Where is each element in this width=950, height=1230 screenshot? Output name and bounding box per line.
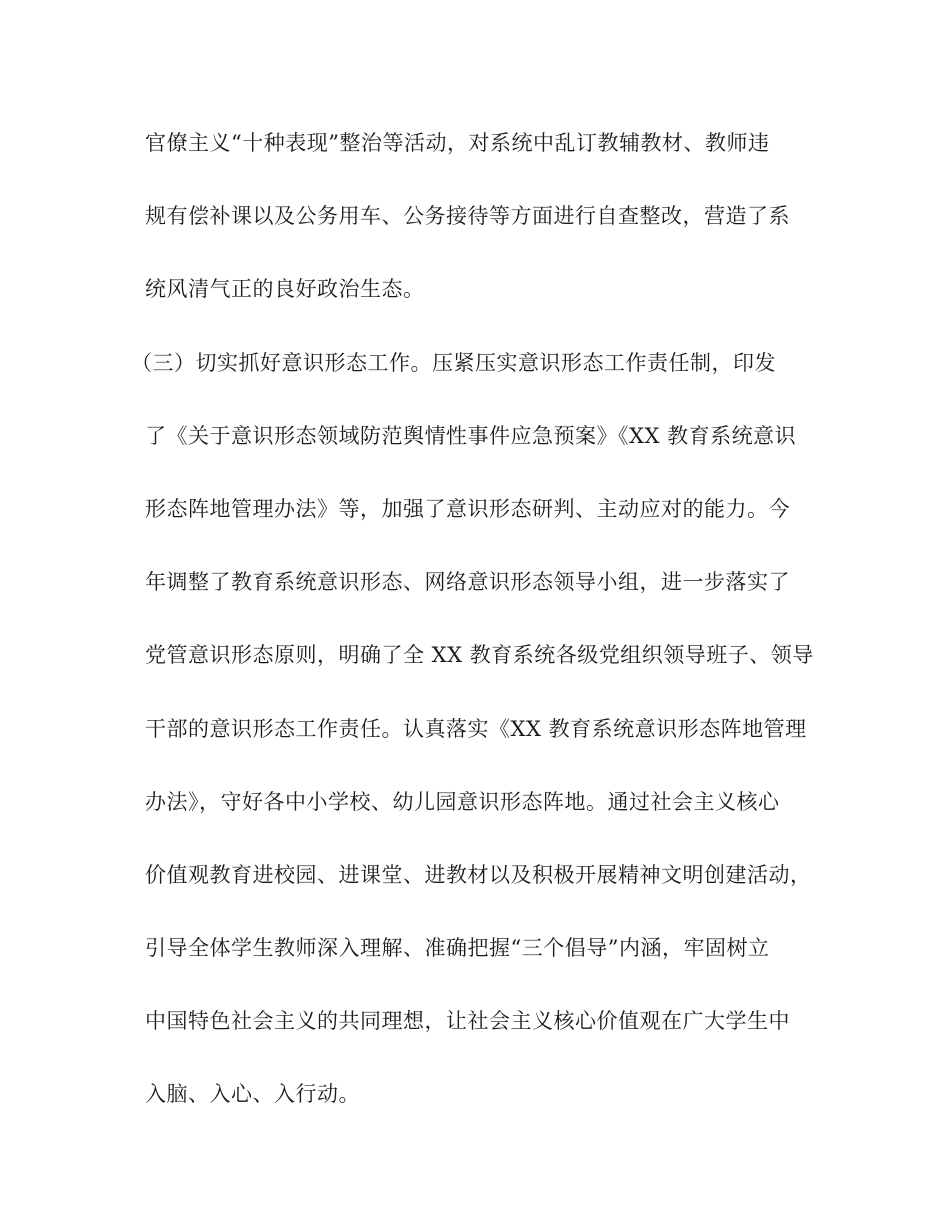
text-line: 价值观教育进校园、进课堂、进教材以及积极开展精神文明创建活动， (145, 862, 812, 887)
text-line: （三）切实抓好意识形态工作。压紧压实意识形态工作责任制，印发 (131, 350, 776, 375)
text-line: 中国特色社会主义的共同理想，让社会主义核心价值观在广大学生中 (145, 1009, 790, 1034)
text-line: 干部的意识形态工作责任。认真落实《XX 教育系统意识形态阵地管理 (145, 716, 807, 741)
text-line: 形态阵地管理办法》等，加强了意识形态研判、主动应对的能力。今 (145, 496, 790, 521)
text-line: 引导全体学生教师深入理解、准确把握“三个倡导”内涵，牢固树立 (145, 936, 770, 961)
text-line: 官僚主义“十种表现”整治等活动，对系统中乱订教辅教材、教师违 (145, 131, 770, 155)
text-line: 党管意识形态原则，明确了全 XX 教育系统各级党组织领导班子、领导 (145, 643, 814, 668)
text-line: 年调整了教育系统意识形态、网络意识形态领导小组，进一步落实了 (145, 570, 790, 595)
text-line: 办法》，守好各中小学校、幼儿园意识形态阵地。通过社会主义核心 (145, 789, 780, 814)
text-line: 统风清气正的良好政治生态。 (145, 277, 425, 302)
text-line: 规有偿补课以及公务用车、公务接待等方面进行自查整改，营造了系 (145, 204, 790, 229)
body-text (131, 117, 814, 1142)
text-line: 了《关于意识形态领域防范舆情性事件应急预案》《XX 教育系统意识 (145, 423, 797, 448)
text-line: 入脑、入心、入行动。 (145, 1082, 360, 1107)
